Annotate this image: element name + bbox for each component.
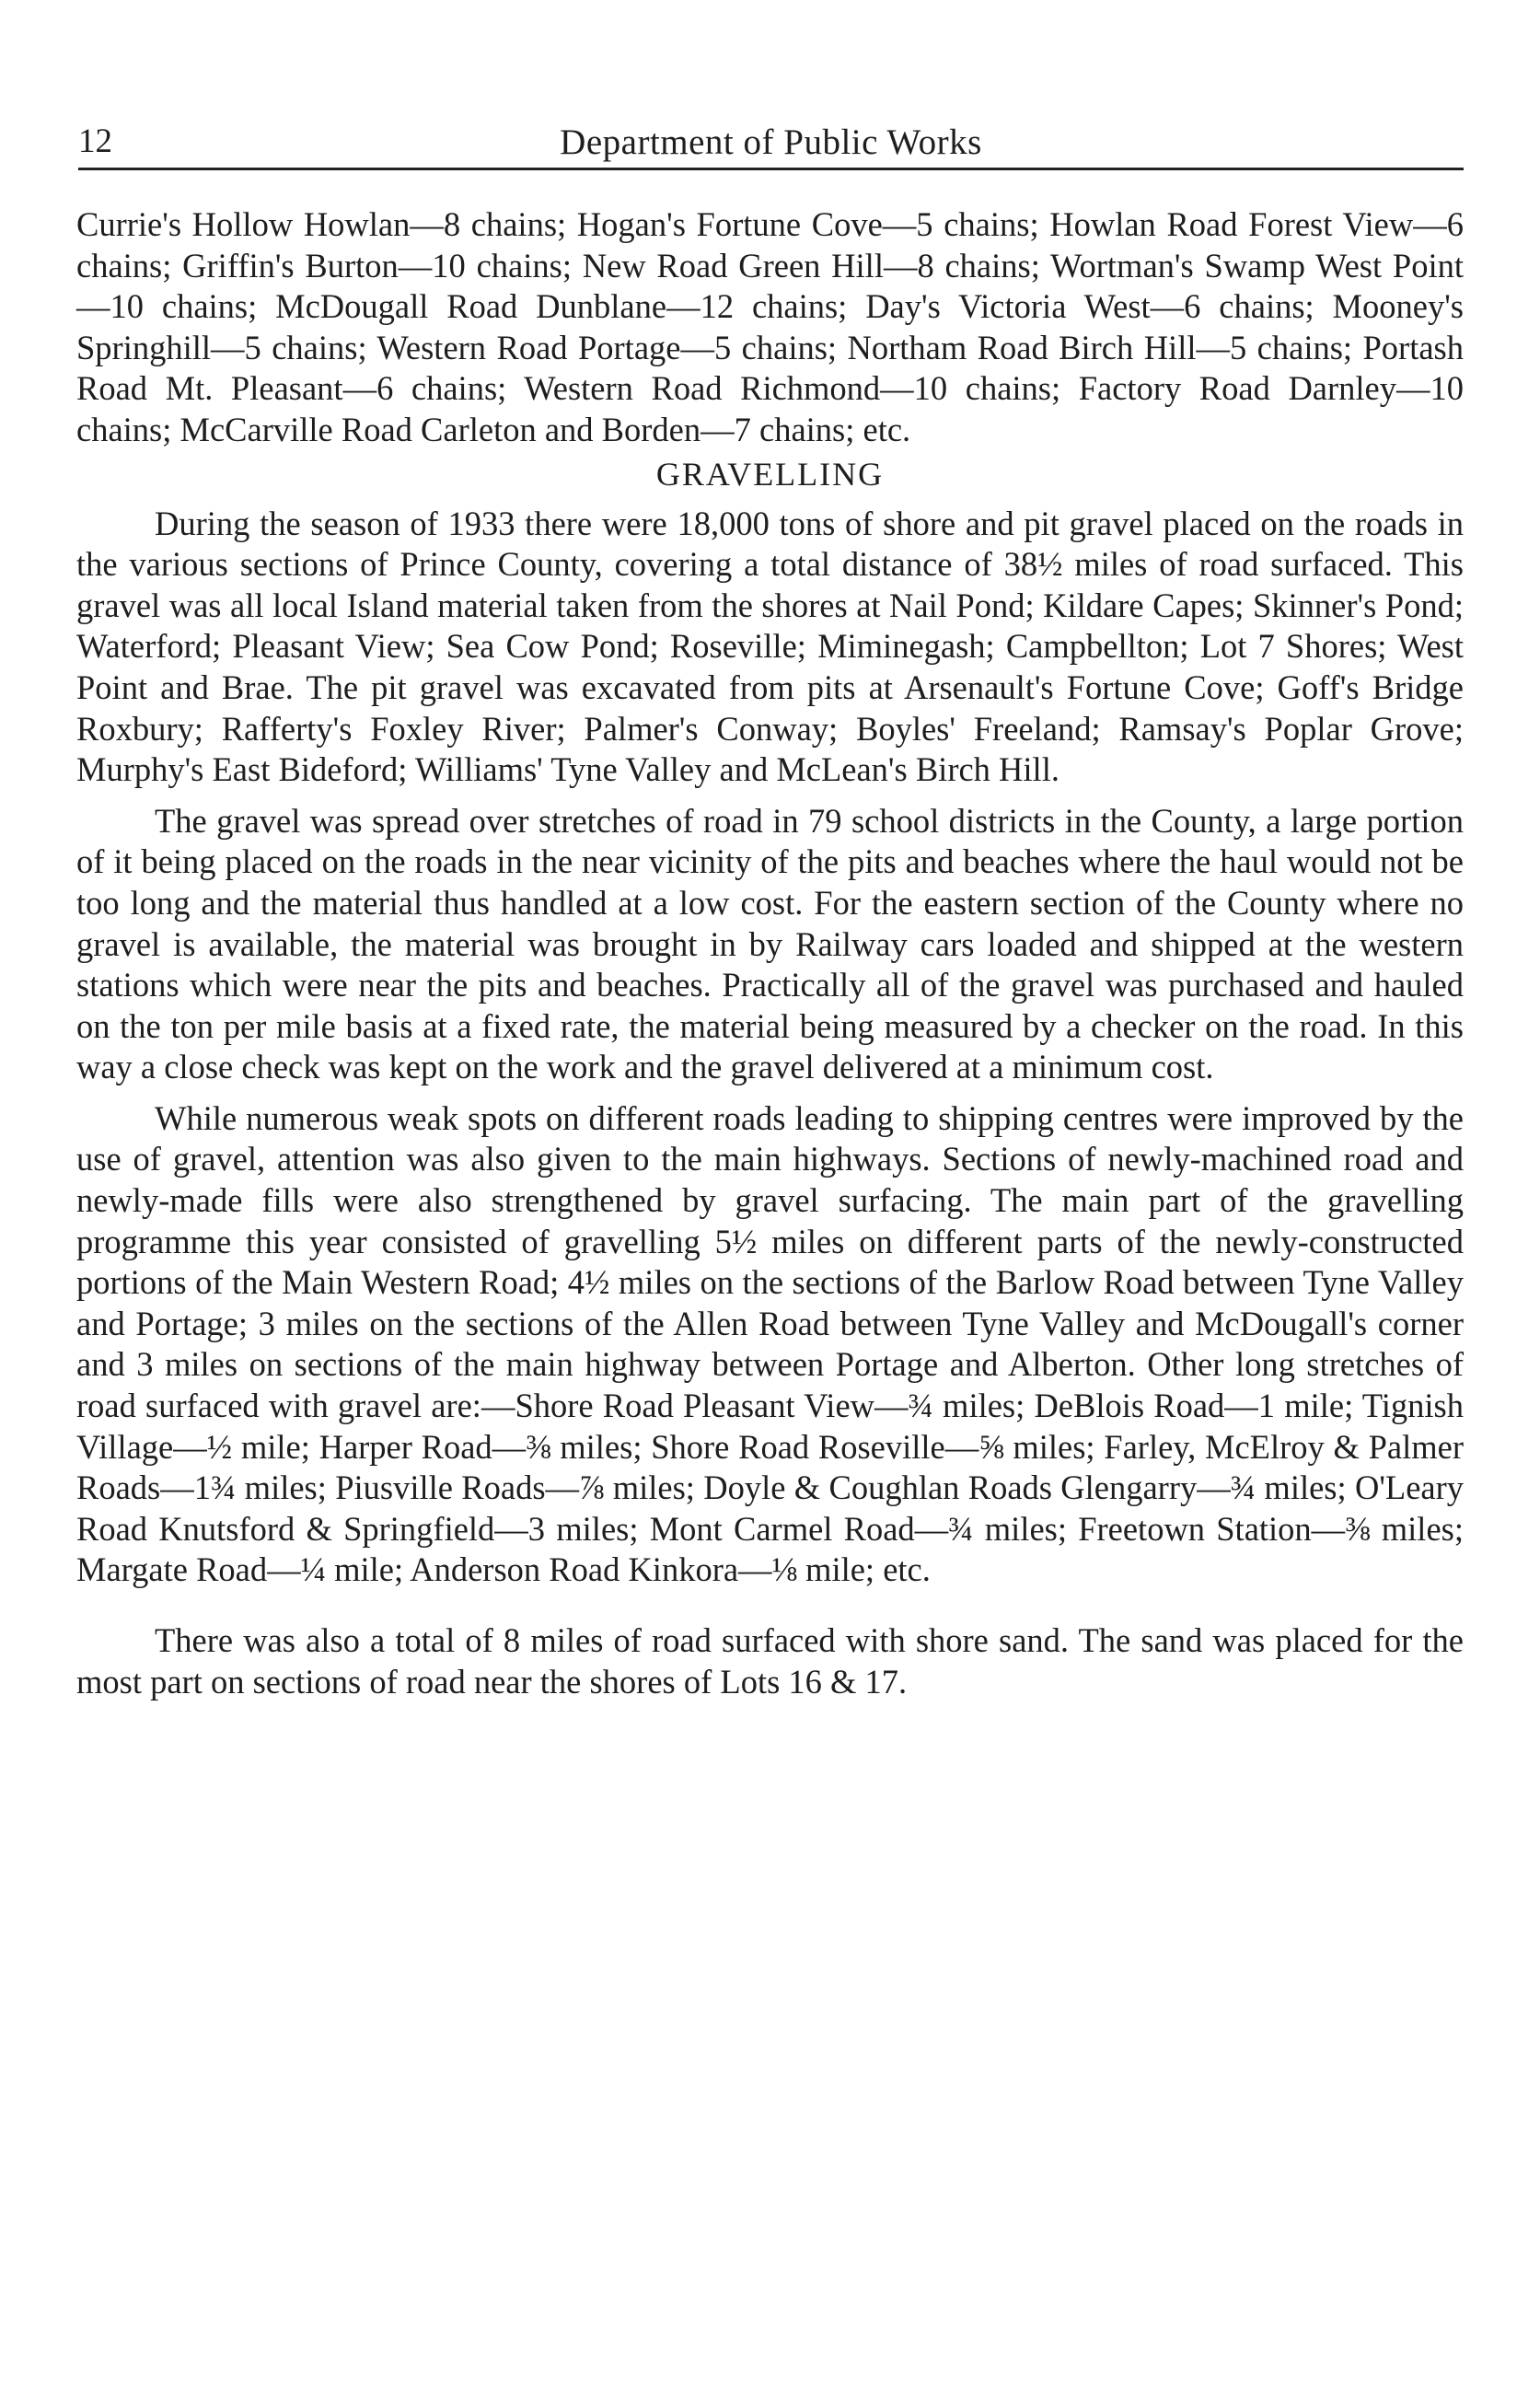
spacer: [76, 791, 1464, 801]
page-header: [78, 122, 1464, 173]
running-title: Department of Public Works: [560, 122, 982, 162]
paragraph-4: There was also a total of 8 miles of road surfaced with shore sand. The sand was placed for the most part on sections of road near the shores of Lots 16 & 17.: [76, 1621, 1464, 1701]
paragraph-1: During the season of 1933 there were 18,000 tons of shore and pit gravel placed on the roads in the various sections of Prince County, covering a total distance of 38½ miles of road surfaced. This gravel was all local Island material taken from the shores at Nail Pond; Kildare Capes; Skinner's Pond; Waterford; Pleasant View; Sea Cow Pond; Roseville; Miminegash; Campbellton; Lot 7 Shores; West Point and Brae. The pit gravel was excavated from pits at Arsenault's Fortune Cove; Goff's Bridge Roxbury; Rafferty's Foxley River; Palmer's Conway; Boyles' Freeland; Ramsay's Poplar Grove; Murphy's East Bideford; Williams' Tyne Valley and McLean's Birch Hill.: [76, 504, 1464, 789]
header-rule: [78, 168, 1464, 170]
section-heading: GRAVELLING: [655, 455, 885, 493]
continued-paragraph: Currie's Hollow Howlan—8 chains; Hogan's Fortune Cove—5 chains; Howlan Road Forest View—6 chains; Griffin's Burton—10 chains; New Road Green Hill—8 chains; Wortman's Swamp West Point—10 chains; McDougall Road Dunblane—12 chains; Day's Victoria West—6 chains; Mooney's Springhill—5 chains; Western Road Portage—5 chains; Northam Road Birch Hill—5 chains; Portash Road Mt. Pleasant—6 chains; Western Road Richmond—10 chains; Factory Road Darnley—10 chains; McCarville Road Carleton and Borden—7 chains; etc.: [76, 205, 1464, 448]
page-number: 12: [78, 122, 112, 160]
spacer: [76, 1088, 1464, 1098]
paragraph-2: The gravel was spread over stretches of road in 79 school districts in the County, a large portion of it being placed on the roads in the near vicinity of the pits and beaches where the haul would not be too long and the material thus handled at a low cost. For the eastern section of the County where no gravel is available, the material was brought in by Railway cars loaded and shipped at the western stations which were near the pits and beaches. Practically all of the gravel was purchased and hauled on the ton per mile basis at a fixed rate, the material being measured by a checker on the road. In this way a close check was kept on the work and the gravel delivered at a minimum cost.: [76, 801, 1464, 1086]
body-text: [76, 204, 1464, 1702]
spacer: [76, 1591, 1464, 1620]
spacer: [76, 495, 1464, 504]
paragraph-3: While numerous weak spots on different roads leading to shipping centres were improved by the use of gravel, attention was also given to the main highways. Sections of newly-machined road and newly-made fills were also strengthened by gravel surfacing. The main part of the gravelling programme this year consisted of gravelling 5½ miles on different parts of the newly-constructed portions of the Main Western Road; 4½ miles on the sections of the Barlow Road between Tyne Valley and Portage; 3 miles on the sections of the Allen Road between Tyne Valley and McDougall's corner and 3 miles on sections of the main highway between Portage and Alberton. Other long stretches of road surfaced with gravel are:—Shore Road Pleasant View—¾ miles; DeBlois Road—1 mile; Tignish Village—½ mile; Harper Road—⅜ miles; Shore Road Roseville—⅝ miles; Farley, McElroy & Palmer Roads—1¾ miles; Piusville Roads—⅞ miles; Doyle & Coughlan Roads Glengarry—¾ miles; O'Leary Road Knutsford & Springfield—3 miles; Mont Carmel Road—¾ miles; Freetown Station—⅜ miles; Margate Road—¼ mile; Anderson Road Kinkora—⅛ mile; etc.: [76, 1098, 1464, 1589]
